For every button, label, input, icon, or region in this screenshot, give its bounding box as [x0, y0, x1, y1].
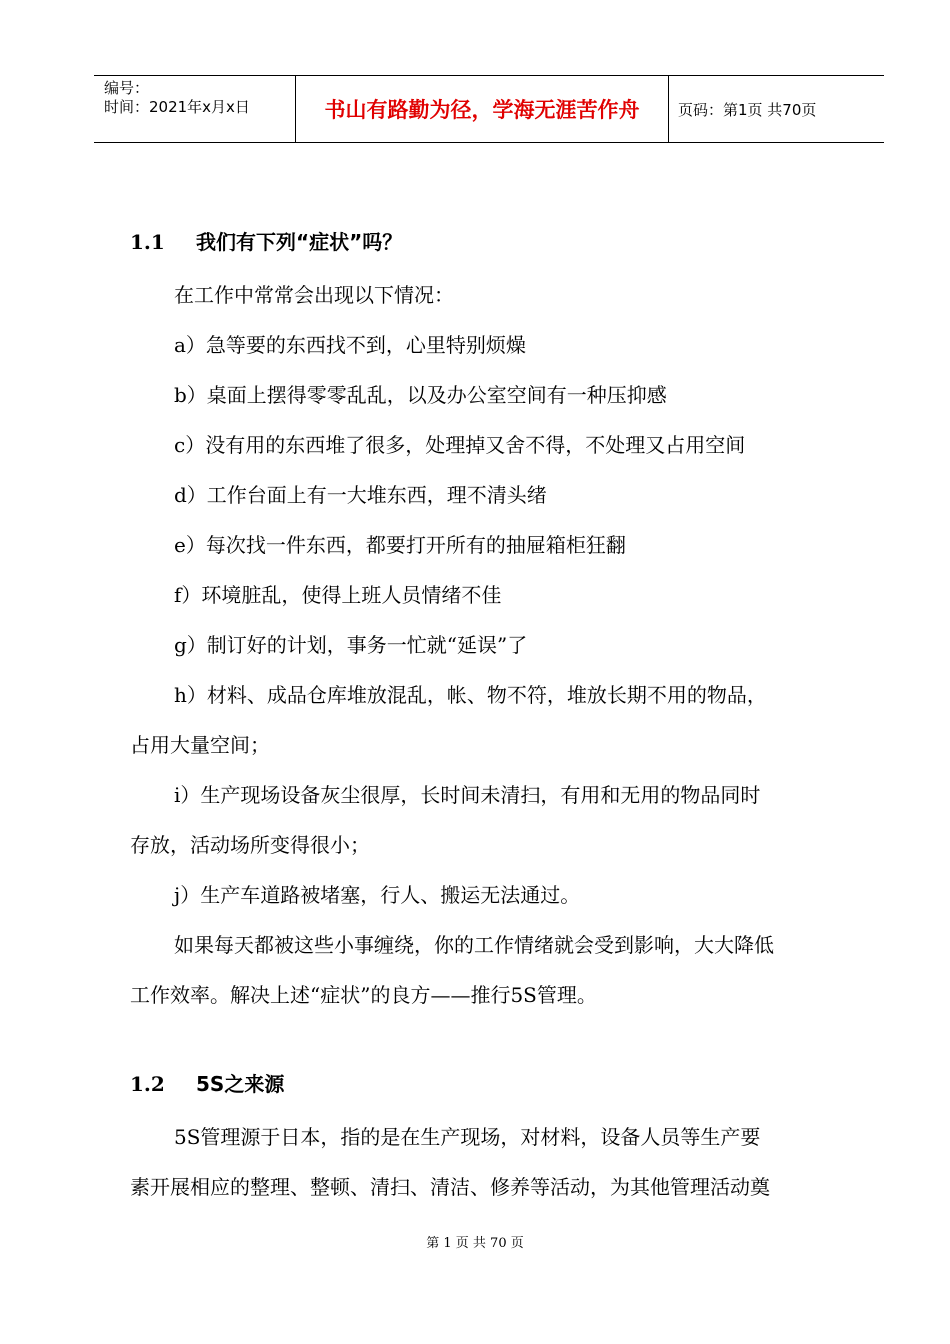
page-header	[94, 75, 884, 143]
header-page-label: 页码：第1页 共70页	[678, 101, 817, 119]
section-heading	[130, 222, 850, 262]
paragraph-line: 5S管理源于日本，指的是在生产现场，对材料，设备人员等生产要	[174, 1125, 761, 1149]
section-number: 1.1	[130, 230, 165, 254]
section-title: 我们有下列“症状”吗？	[196, 230, 403, 254]
list-item: c）没有用的东西堆了很多，处理掉又舍不得，不处理又占用空间	[174, 433, 746, 457]
list-item: f）环境脏乱，使得上班人员情绪不佳	[174, 583, 502, 607]
list-item: d）工作台面上有一大堆东西，理不清头绪	[174, 483, 547, 507]
list-item: i）生产现场设备灰尘很厚，长时间未清扫，有用和无用的物品同时	[174, 783, 761, 807]
list-item-continuation: 占用大量空间；	[130, 733, 270, 757]
list-item: b）桌面上摆得零零乱乱，以及办公室空间有一种压抑感	[174, 383, 667, 407]
list-item: g）制订好的计划，事务一忙就“延误”了	[174, 633, 528, 657]
section-gap	[130, 1020, 850, 1044]
section-heading	[130, 1064, 850, 1104]
paragraph-line: 在工作中常常会出现以下情况：	[174, 283, 454, 307]
list-item-continuation: 存放，活动场所变得很小；	[130, 833, 370, 857]
list-item: h）材料、成品仓库堆放混乱，帐、物不符，堆放长期不用的物品，	[174, 683, 767, 707]
document-body	[130, 222, 850, 1212]
header-motto: 书山有路勤为径，学海无涯苦作舟	[324, 98, 640, 122]
paragraph-line: 素开展相应的整理、整顿、清扫、清洁、修养等活动，为其他管理活动奠	[130, 1175, 770, 1199]
list-item: e）每次找一件东西，都要打开所有的抽屉箱柜狂翻	[174, 533, 626, 557]
section-title: 5S之来源	[196, 1072, 285, 1096]
list-item: a）急等要的东西找不到，心里特别烦燥	[174, 333, 526, 357]
paragraph-line: 如果每天都被这些小事缠绕，你的工作情绪就会受到影响，大大降低	[174, 933, 774, 957]
document-number-label: 编号：	[104, 79, 150, 97]
header-divider	[668, 76, 669, 142]
section-number: 1.2	[130, 1072, 165, 1096]
page-footer: 第 1 页 共 70 页	[426, 1236, 524, 1251]
paragraph-line: 工作效率。解决上述“症状”的良方——推行5S管理。	[130, 983, 597, 1007]
document-time-label: 时间：2021年x月x日	[104, 98, 250, 116]
list-item: j）生产车道路被堵塞，行人、搬运无法通过。	[174, 883, 581, 907]
header-meta	[104, 79, 250, 117]
